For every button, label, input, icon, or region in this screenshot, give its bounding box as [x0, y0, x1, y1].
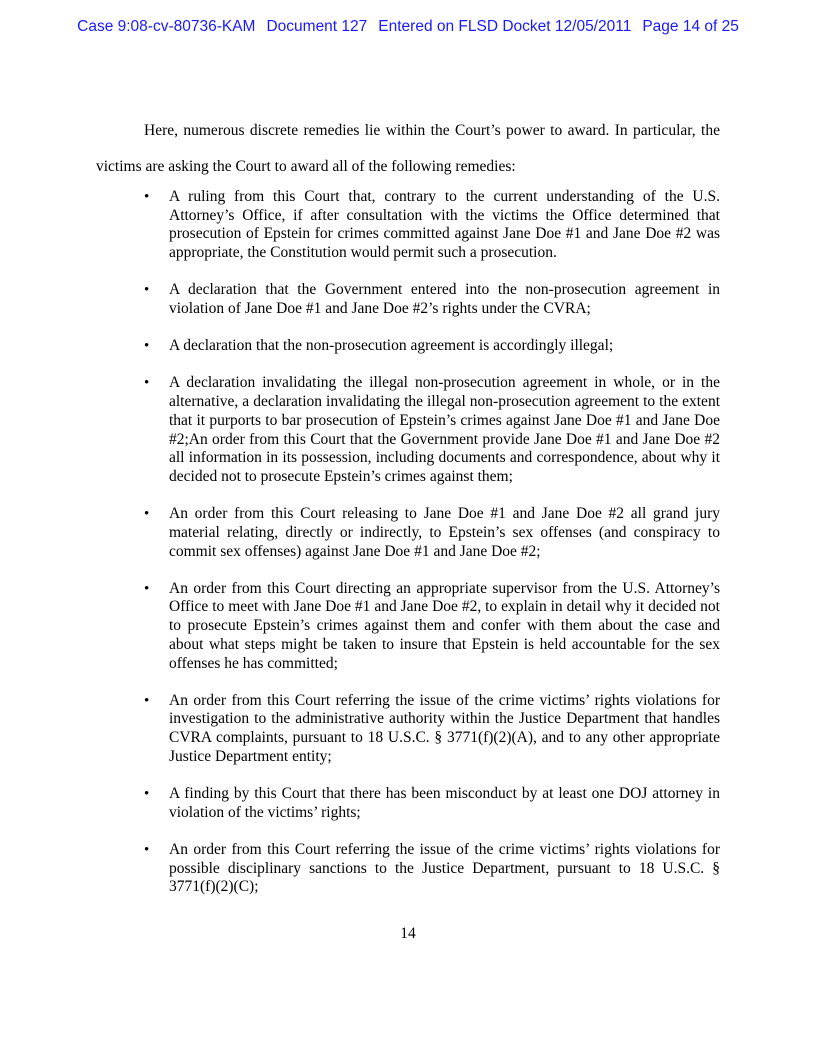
list-item — [144, 505, 720, 561]
bullet-icon: • — [144, 189, 150, 205]
bullet-icon: • — [144, 338, 150, 355]
remedy-text: An order from this Court directing an appropriate supervisor from the U.S. Attorney’s Office to meet with Jane Doe #1 and Jane Doe #2, to explain in detail why it decided not to prosecute Epstein’s crimes against them and confer with them about the case and about what steps might be taken to insure that Epstein is held accountable for the sex offenses he has committed; — [169, 579, 720, 672]
bullet-icon: • — [144, 282, 150, 299]
remedy-text: A ruling from this Court that, contrary to the current understanding of the U.S. Attorney’s Office, if after consultation with the victims the Office determined that prosecution of Epstein for crimes committed against Jane Doe #1 and Jane Doe #2 was appropriate, the Constitution would permit such a prosecution. — [169, 188, 720, 262]
list-item — [144, 580, 720, 674]
remedy-text: An order from this Court releasing to Jane Doe #1 and Jane Doe #2 all grand jury material relating, directly or indirectly, to Epstein’s sex offenses (and conspiracy to commit sex offenses) against Jane Doe #1 and Jane Doe #2; — [169, 505, 720, 560]
document-number: Document 127 — [266, 18, 368, 35]
intro-paragraph: Here, numerous discrete remedies lie within the Court’s power to award. In particular, the victims are asking the Court to award all of the following remedies: — [96, 122, 720, 175]
docket-entry-date: Entered on FLSD Docket 12/05/2011 — [378, 18, 632, 35]
list-item — [144, 785, 720, 822]
list-item — [144, 281, 720, 318]
list-item — [144, 692, 720, 767]
docket-header — [0, 18, 816, 36]
list-item — [144, 841, 720, 897]
bullet-icon: • — [144, 786, 150, 803]
remedies-list — [144, 188, 720, 916]
remedy-text: An order from this Court referring the issue of the crime victims’ rights violations for possible disciplinary sanctions to the Justice Department, pursuant to 18 U.S.C. § 3771(f)(2)(C); — [169, 840, 720, 896]
remedy-text: A declaration invalidating the illegal non-prosecution agreement in whole, or in the alternative, a declaration invalidating the illegal non-prosecution agreement to the extent that it purports to bar prosecution of Epstein’s crimes against Jane Doe #1 and Jane Doe #2;An order from this Court that the Government provide Jane Doe #1 and Jane Doe #2 all information in its possession, including documents and correspondence, about why it decided not to prosecute Epstein’s crimes against them; — [169, 374, 720, 485]
list-item — [144, 374, 720, 486]
remedy-text: An order from this Court referring the issue of the crime victims’ rights violations for investigation to the administrative authority within the Justice Department that handles CVRA complaints, pursuant to 18 U.S.C. § 3771(f)(2)(A), and to any other appropriate Justice Department entity; — [169, 691, 720, 765]
bullet-icon: • — [144, 841, 150, 858]
remedy-text: A declaration that the non-prosecution agreement is accordingly illegal; — [169, 337, 614, 355]
page-count: Page 14 of 25 — [642, 18, 739, 35]
bullet-icon: • — [144, 580, 150, 597]
bullet-icon: • — [144, 692, 150, 709]
bullet-icon: • — [144, 375, 150, 392]
page-number: 14 — [400, 925, 416, 942]
list-item — [144, 188, 720, 263]
list-item — [144, 337, 720, 356]
bullet-icon: • — [144, 506, 150, 523]
remedy-text: A declaration that the Government entered into the non-prosecution agreement in violation of Jane Doe #1 and Jane Doe #2’s rights under the CVRA; — [169, 281, 720, 318]
case-number: Case 9:08-cv-80736-KAM — [77, 18, 256, 35]
remedy-text: A finding by this Court that there has been misconduct by at least one DOJ attorney in violation of the victims’ rights; — [169, 785, 720, 821]
